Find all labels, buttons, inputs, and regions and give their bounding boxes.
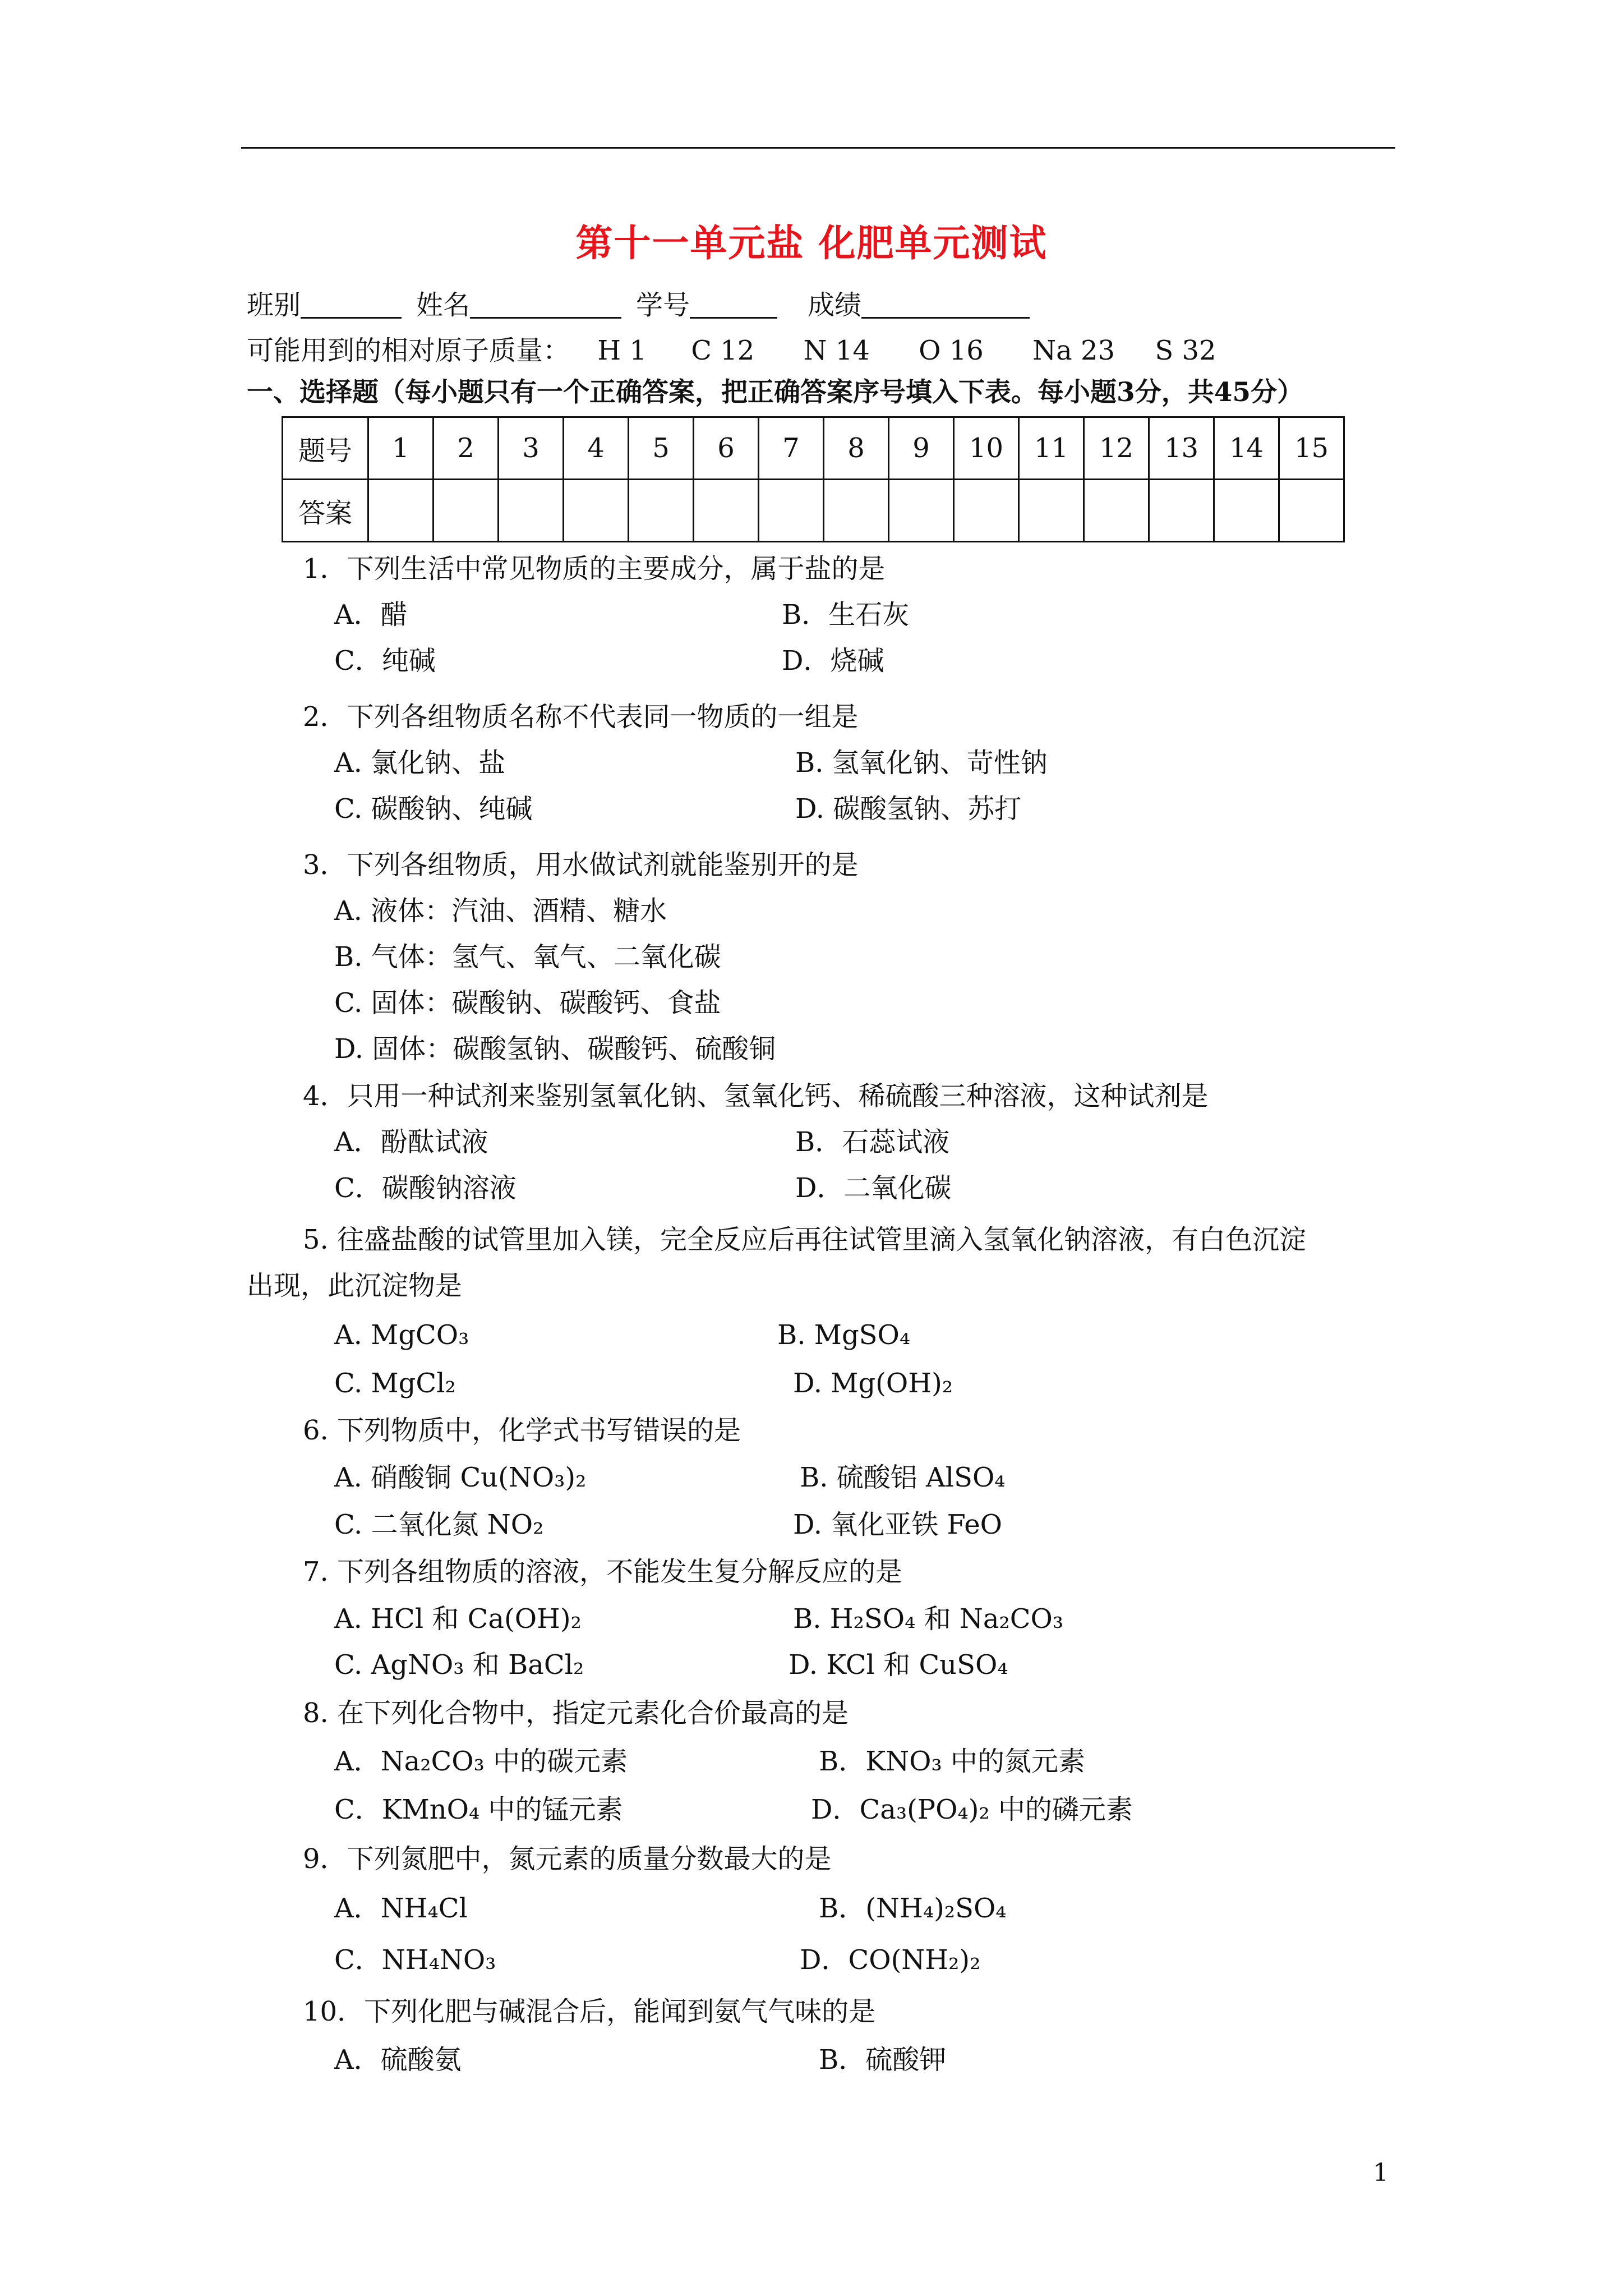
option-b: B. MgSO₄ <box>777 1319 911 1351</box>
option-c: C．纯碱 <box>334 645 436 677</box>
name-label: 姓名 <box>416 289 471 321</box>
option-d: D. 固体：碳酸氢钠、碳酸钙、硫酸铜 <box>334 1033 776 1065</box>
option-a: A．硫酸氨 <box>334 2044 462 2076</box>
option-d: D．CO(NH₂)₂ <box>800 1944 981 1976</box>
answer-table <box>282 416 1345 542</box>
option-d: D. Mg(OH)₂ <box>793 1368 953 1399</box>
question-stem: 8. 在下列化合物中，指定元素化合价最高的是 <box>303 1697 849 1729</box>
option-b: B. 氢氧化钠、苛性钠 <box>795 747 1048 779</box>
option-a: A．酚酞试液 <box>334 1126 488 1158</box>
class-label: 班别 <box>247 289 301 321</box>
answer-cell[interactable] <box>629 480 694 542</box>
score-field[interactable] <box>861 292 1030 319</box>
option-d: D．二氧化碳 <box>795 1172 952 1204</box>
option-c: C. AgNO₃ 和 BaCl₂ <box>334 1649 584 1681</box>
col-number: 2 <box>434 417 499 480</box>
question-stem: 10．下列化肥与碱混合后，能闻到氨气气味的是 <box>303 1996 876 2027</box>
option-c: C．碳酸钠溶液 <box>334 1172 517 1204</box>
page-number: 1 <box>1373 2159 1389 2187</box>
option-c: C. 二氧化氮 NO₂ <box>334 1509 544 1540</box>
header-rule <box>241 147 1395 149</box>
option-b: B．生石灰 <box>782 599 910 631</box>
col-number: 1 <box>368 417 434 480</box>
number-label: 学号 <box>636 289 690 321</box>
col-number: 3 <box>499 417 564 480</box>
option-d: D. KCl 和 CuSO₄ <box>789 1649 1008 1681</box>
col-number: 9 <box>889 417 954 480</box>
option-a: A．醋 <box>334 599 408 631</box>
option-b: B．硫酸钾 <box>819 2044 947 2076</box>
option-c: C. 固体：碳酸钠、碳酸钙、食盐 <box>334 987 721 1019</box>
option-a: A．Na₂CO₃ 中的碳元素 <box>334 1746 628 1777</box>
answer-cell[interactable] <box>564 480 629 542</box>
answer-cell[interactable] <box>1084 480 1149 542</box>
option-c: C. MgCl₂ <box>334 1368 456 1399</box>
page-title: 第十一单元盐 化肥单元测试 <box>575 222 1048 265</box>
score-label: 成绩 <box>808 289 862 321</box>
question-stem-continued: 出现，此沉淀物是 <box>247 1270 463 1301</box>
question-stem: 4．只用一种试剂来鉴别氢氧化钠、氢氧化钙、稀硫酸三种溶液，这种试剂是 <box>303 1080 1209 1112</box>
option-b: B. 气体：氢气、氧气、二氧化碳 <box>334 941 721 973</box>
name-field[interactable] <box>470 292 621 319</box>
col-number: 14 <box>1214 417 1279 480</box>
answer-cell[interactable] <box>759 480 824 542</box>
answer-cell[interactable] <box>368 480 434 542</box>
option-a: A. 液体：汽油、酒精、糖水 <box>334 895 667 927</box>
class-field[interactable] <box>301 292 402 319</box>
answer-cell[interactable] <box>824 480 889 542</box>
col-number: 4 <box>564 417 629 480</box>
answer-row <box>283 480 1344 542</box>
number-row <box>283 417 1344 480</box>
question-stem: 5. 往盛盐酸的试管里加入镁，完全反应后再往试管里滴入氢氧化钠溶液，有白色沉淀 <box>303 1224 1307 1255</box>
question-stem: 9．下列氮肥中，氮元素的质量分数最大的是 <box>303 1843 832 1875</box>
col-number: 10 <box>954 417 1019 480</box>
option-b: B．(NH₄)₂SO₄ <box>819 1893 1007 1924</box>
option-a: A. MgCO₃ <box>334 1319 469 1351</box>
answer-cell[interactable] <box>954 480 1019 542</box>
col-number: 7 <box>759 417 824 480</box>
option-b: B．KNO₃ 中的氮元素 <box>819 1746 1085 1777</box>
question-stem: 3．下列各组物质，用水做试剂就能鉴别开的是 <box>303 849 859 881</box>
col-number: 15 <box>1279 417 1344 480</box>
option-c: C. 碳酸钠、纯碱 <box>334 793 533 825</box>
option-b: B．石蕊试液 <box>795 1126 950 1158</box>
col-number: 8 <box>824 417 889 480</box>
option-d: D．烧碱 <box>782 645 884 677</box>
answer-cell[interactable] <box>1214 480 1279 542</box>
student-info-line <box>247 289 1044 321</box>
option-c: C．NH₄NO₃ <box>334 1944 496 1976</box>
answer-cell[interactable] <box>694 480 759 542</box>
option-a: A. 氯化钠、盐 <box>334 747 506 779</box>
row-label: 答案 <box>283 480 368 542</box>
section-heading: 一、选择题（每小题只有一个正确答案，把正确答案序号填入下表。每小题3分，共45分） <box>247 377 1304 408</box>
option-c: C．KMnO₄ 中的锰元素 <box>334 1794 623 1825</box>
question-stem: 2．下列各组物质名称不代表同一物质的一组是 <box>303 701 859 733</box>
question-stem: 6. 下列物质中，化学式书写错误的是 <box>303 1415 741 1446</box>
row-label: 题号 <box>283 417 368 480</box>
col-number: 12 <box>1084 417 1149 480</box>
col-number: 11 <box>1019 417 1084 480</box>
col-number: 6 <box>694 417 759 480</box>
col-number: 5 <box>629 417 694 480</box>
number-field[interactable] <box>690 292 777 319</box>
atomic-masses: 可能用到的相对原子质量： H 1 C 12 N 14 O 16 Na 23 S 32 <box>247 335 1216 366</box>
answer-cell[interactable] <box>499 480 564 542</box>
option-a: A. HCl 和 Ca(OH)₂ <box>334 1603 582 1635</box>
answer-cell[interactable] <box>1019 480 1084 542</box>
option-b: B. 硫酸铝 AlSO₄ <box>800 1462 1006 1493</box>
option-a: A. 硝酸铜 Cu(NO₃)₂ <box>334 1462 587 1493</box>
option-d: D. 碳酸氢钠、苏打 <box>795 793 1022 825</box>
answer-cell[interactable] <box>889 480 954 542</box>
col-number: 13 <box>1149 417 1214 480</box>
answer-cell[interactable] <box>1149 480 1214 542</box>
option-d: D．Ca₃(PO₄)₂ 中的磷元素 <box>811 1794 1133 1825</box>
question-stem: 1．下列生活中常见物质的主要成分，属于盐的是 <box>303 553 886 585</box>
option-b: B. H₂SO₄ 和 Na₂CO₃ <box>793 1603 1064 1635</box>
option-a: A．NH₄Cl <box>334 1893 468 1924</box>
answer-cell[interactable] <box>434 480 499 542</box>
answer-cell[interactable] <box>1279 480 1344 542</box>
question-stem: 7. 下列各组物质的溶液，不能发生复分解反应的是 <box>303 1556 903 1588</box>
option-d: D. 氧化亚铁 FeO <box>793 1509 1002 1540</box>
